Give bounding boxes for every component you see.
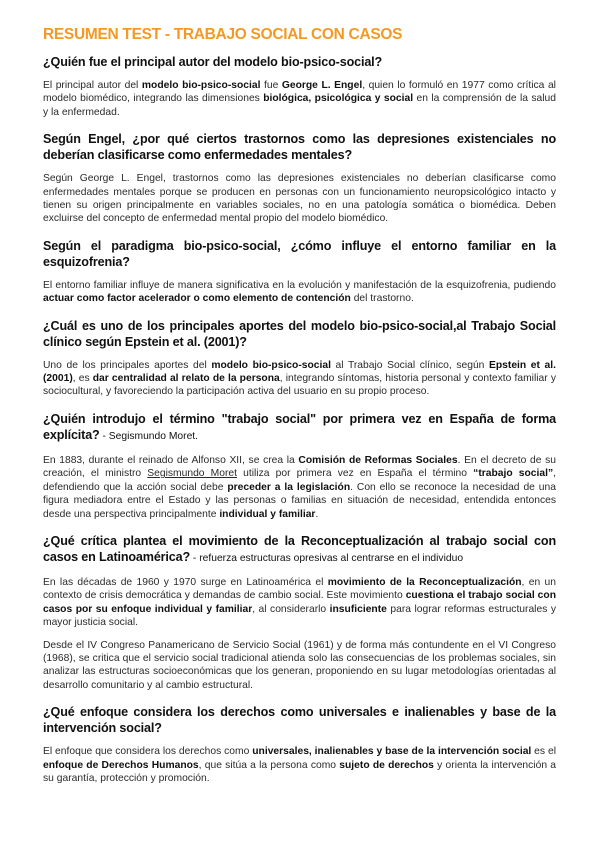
answer-paragraph bbox=[43, 359, 556, 399]
answer-hint: - Segismundo Moret. bbox=[99, 430, 199, 442]
text-run: En las décadas de 1960 y 1970 surge en Latinoamérica el bbox=[43, 576, 328, 588]
question-heading bbox=[43, 318, 556, 350]
text-run: , quien lo formuló en 1977 como crítica al modelo biomédico, integrando las dimensiones bbox=[43, 80, 556, 105]
bold-term: George L. Engel bbox=[281, 80, 363, 91]
text-run: El principal autor del bbox=[43, 80, 142, 91]
question-text: Según el paradigma bio-psico-social, ¿cómo influye el entorno familiar en la esquizofrenia? bbox=[43, 238, 556, 269]
answer-hint: - refuerza estructuras opresivas al centrarse en el individuo bbox=[190, 552, 464, 564]
text-run: utiliza por primera vez en España el término bbox=[237, 468, 474, 480]
bold-term: modelo bio-psico-social bbox=[141, 80, 261, 91]
text-run: , defendiendo que la acción social debe bbox=[43, 468, 557, 493]
bold-term: enfoque de Derechos Humanos bbox=[43, 759, 199, 771]
bold-term: modelo bio-psico-social bbox=[211, 359, 331, 371]
answer-paragraph bbox=[43, 279, 556, 306]
bold-term: sujeto de derechos bbox=[339, 759, 434, 771]
question-text: ¿Quién fue el principal autor del modelo bio-psico-social? bbox=[43, 55, 383, 69]
text-run: El entorno familiar influye de manera significativa en la evolución y manifestación de la esquizofrenia, pudiendo bbox=[43, 279, 556, 291]
answer-paragraph bbox=[43, 639, 556, 693]
document-title: RESUMEN TEST - TRABAJO SOCIAL CON CASOS bbox=[43, 26, 403, 43]
text-run: En 1883, durante el reinado de Alfonso XII, se crea la bbox=[43, 454, 299, 466]
bold-term: preceder a la legislación bbox=[227, 481, 351, 493]
underlined-term: Segismundo Moret bbox=[147, 468, 237, 480]
question-heading bbox=[43, 54, 556, 70]
text-run: , que sitúa a la persona como bbox=[198, 759, 340, 771]
answer-paragraph bbox=[43, 79, 556, 119]
bold-term: dar centralidad al relato de la persona bbox=[92, 373, 280, 385]
question-heading bbox=[43, 238, 556, 270]
sections-container bbox=[43, 54, 556, 785]
bold-term: biológica, psicológica y social bbox=[263, 93, 414, 105]
text-run: , es bbox=[72, 373, 93, 385]
text-run: Uno de los principales aportes del bbox=[43, 359, 212, 371]
text-run: en la comprensión de la salud y la enfermedad. bbox=[43, 93, 556, 118]
bold-term: cuestiona el trabajo social con casos por su enfoque individual y familiar bbox=[43, 590, 556, 615]
answer-paragraph bbox=[43, 454, 556, 521]
text-run: , en un contexto de crisis democrática y demandas de cambio social. Este movimiento bbox=[43, 576, 556, 602]
bold-term: Epstein et al. (2001) bbox=[43, 359, 556, 385]
question-heading bbox=[43, 131, 556, 163]
text-run: Desde el IV Congreso Panamericano de Servicio Social (1961) y de forma más contundente en el VI Congreso (1968), se critica que el servicio social tradicional atienda solo las consecuencias de los problemas sociales, sin analizar las estructuras socioeconómicas que los generan, proponiendo en su lugar metodologías orientadas al desarrollo comunitario y al cambio estructural. bbox=[43, 639, 556, 691]
text-run: es el bbox=[531, 746, 556, 758]
bold-term: universales, inalienables y base de la intervención social bbox=[252, 746, 532, 758]
question-heading bbox=[43, 704, 556, 736]
question-text: ¿Qué crítica plantea el movimiento de la Reconceptualización al trabajo social con casos en Latinoamérica? bbox=[43, 533, 556, 564]
text-run: del trastorno. bbox=[350, 293, 414, 305]
text-run: y orienta la intervención a su garantía, protección y promoción. bbox=[43, 759, 557, 784]
question-text: ¿Cuál es uno de los principales aportes del modelo bio-psico-social,al Trabajo Social clínico según Epstein et al. (2001)? bbox=[43, 318, 556, 349]
text-run: al Trabajo Social clínico, según bbox=[330, 359, 490, 371]
text-run: . bbox=[315, 508, 319, 520]
text-run: El enfoque que considera los derechos como bbox=[43, 746, 253, 758]
text-run: para lograr reformas estructurales y mayor justicia social. bbox=[43, 603, 556, 629]
question-text: ¿Qué enfoque considera los derechos como universales e inalienables y base de la intervención social? bbox=[43, 705, 556, 736]
bold-term: insuficiente bbox=[329, 603, 387, 615]
text-run: fue bbox=[260, 80, 282, 91]
text-run: Según George L. Engel, trastornos como las depresiones existenciales no deberían clasificarse como enfermedades mentales porque se producen en personas con un funcionamiento neuropsicológico intacto y tienen su origen principalmente en variables sociales, no en una patología somática o biomédica. Deben excluirse del concepto de enfermedad mental propio del modelo biomédico. bbox=[43, 173, 556, 225]
bold-term: “trabajo social” bbox=[473, 468, 554, 480]
question-heading bbox=[43, 411, 556, 445]
bold-term: Comisión de Reformas Sociales bbox=[298, 454, 458, 466]
bold-term: actuar como factor acelerador o como elemento de contención bbox=[43, 293, 351, 305]
bold-term: movimiento de la Reconceptualización bbox=[327, 576, 522, 588]
question-text: Según Engel, ¿por qué ciertos trastornos como las depresiones existenciales no deberían clasificarse como enfermedades mentales? bbox=[43, 132, 556, 163]
bold-term: individual y familiar bbox=[219, 508, 316, 520]
question-heading bbox=[43, 533, 556, 567]
answer-paragraph bbox=[43, 576, 556, 630]
text-run: . Con ello se reconoce la necesidad de una figura mediadora entre el Estado y las personas o familias en situación de necesidad, entendida entonces desde una perspectiva principalmente bbox=[43, 481, 556, 520]
question-text: ¿Quién introdujo el término "trabajo social" por primera vez en España de forma explícita? bbox=[43, 411, 556, 442]
answer-paragraph bbox=[43, 745, 556, 785]
text-run: . En el decreto de su creación, el ministro bbox=[43, 454, 556, 480]
text-run: , al considerarlo bbox=[252, 603, 330, 615]
answer-paragraph bbox=[43, 172, 556, 226]
text-run: , integrando síntomas, historia personal y contexto familiar y sociocultural, y favoreciendo la participación activa del usuario en su propio proceso. bbox=[43, 373, 556, 398]
